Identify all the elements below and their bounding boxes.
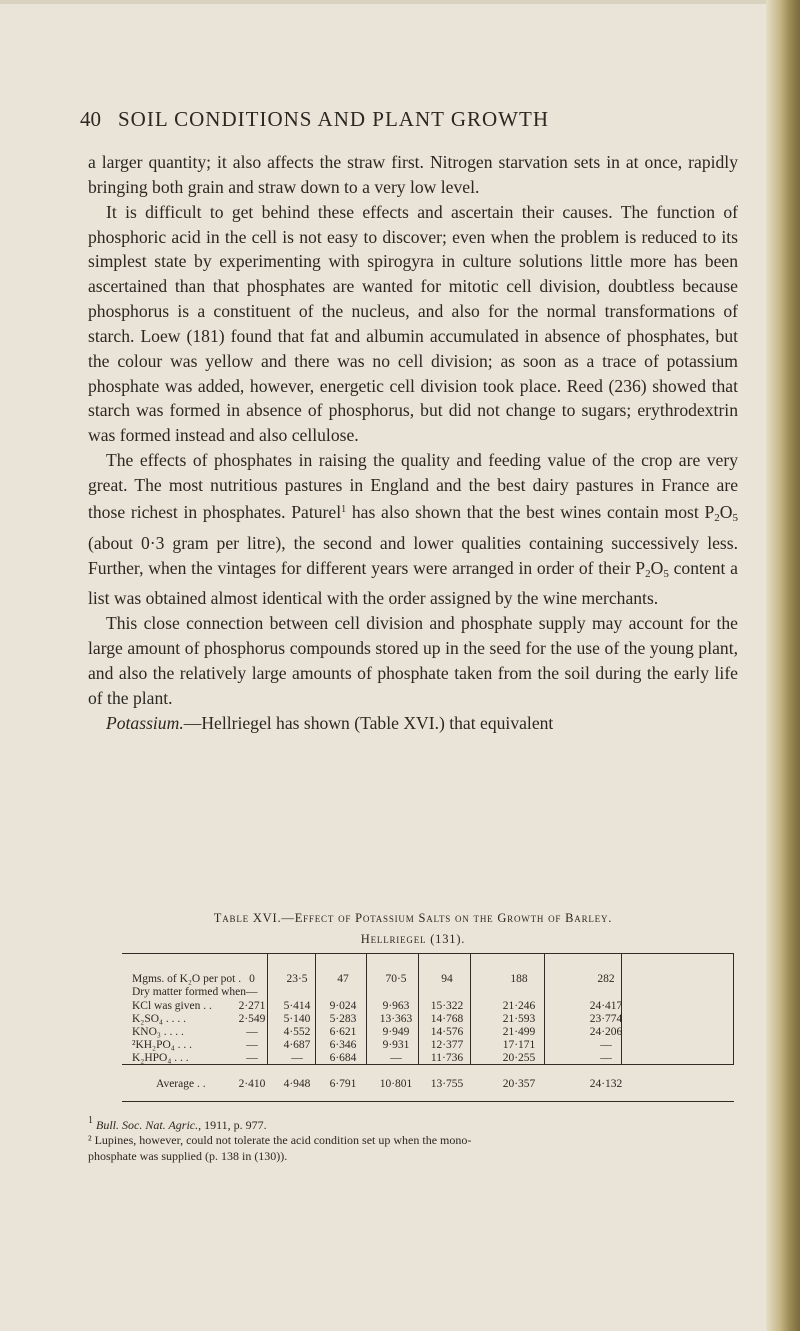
cell-value: — xyxy=(390,1052,402,1064)
cell-value: 14·576 xyxy=(430,1026,464,1038)
header-value: 282 xyxy=(597,973,615,985)
cell-value: 5·414 xyxy=(283,1000,311,1012)
cell-value: 20·255 xyxy=(502,1052,536,1064)
cell-value: 14·768 xyxy=(430,1013,464,1025)
cell-value: 21·593 xyxy=(502,1013,536,1025)
average-value: 2·410 xyxy=(238,1078,266,1090)
running-header xyxy=(80,107,760,137)
cell-value: 2·549 xyxy=(238,1013,266,1025)
table-top-rule xyxy=(122,953,734,954)
page-spine-edge xyxy=(766,0,800,1331)
cell-value: — xyxy=(246,1052,258,1064)
average-value: 4·948 xyxy=(283,1078,311,1090)
row-label: K₂SO₄ . . . . xyxy=(132,1013,187,1025)
cell-value: — xyxy=(600,1052,612,1064)
table-source: Hellriegel (131). xyxy=(360,932,466,946)
row-label: K₂HPO₄ . . . xyxy=(132,1052,189,1064)
paragraph-1: a larger quantity; it also affects the straw first. Nitrogen starvation sets in at once, rapidly bringing both grain and straw down to a very low level. xyxy=(88,152,738,197)
row-label: KCl was given . . xyxy=(132,1000,212,1012)
cell-value: 9·931 xyxy=(382,1039,410,1051)
header-value: 0 xyxy=(249,973,255,985)
cell-value: 23·774 xyxy=(589,1013,623,1025)
header-value: 23·5 xyxy=(286,973,308,985)
header-value: 94 xyxy=(441,973,453,985)
cell-value: — xyxy=(291,1052,303,1064)
cell-value: — xyxy=(600,1039,612,1051)
average-value: 6·791 xyxy=(329,1078,357,1090)
average-value: 13·755 xyxy=(430,1078,464,1090)
cell-value: 6·621 xyxy=(329,1026,357,1038)
cell-value: 5·283 xyxy=(329,1013,357,1025)
page-top-edge xyxy=(0,0,770,4)
header-value: 47 xyxy=(337,973,349,985)
cell-value: 21·246 xyxy=(502,1000,536,1012)
cell-value: 13·363 xyxy=(379,1013,413,1025)
cell-value: 9·963 xyxy=(382,1000,410,1012)
cell-value: 6·684 xyxy=(329,1052,357,1064)
paragraph-4: This close connection between cell division and phosphate supply may account for the large amount of phosphorus compounds stored up in the seed for the use of the young plant, and also the relatively large amounts of phosphate taken from the soil during the early life of the plant. xyxy=(88,613,738,708)
section-heading-potassium: Potassium. xyxy=(106,712,184,733)
cell-value: — xyxy=(246,1026,258,1038)
page-number: 40 xyxy=(80,107,101,131)
footnote-source: Bull. Soc. Nat. Agric. xyxy=(96,1118,199,1132)
paragraph-3: The effects of phosphates in raising the quality and feeding value of the crop are very great. The most nutritious pastures in England and the best dairy pastures in France are those richest in phosphates. Paturel$^1$ has also shown that the best wines contain most $P_2O_5$ (about 0·3 gram per litre), the second and lower qualities containing successively less. Further, when the vintages for different years were arranged in order of their $P_2O_5$ content a list was obtained almost identical with the order assigned by the wine merchants. xyxy=(88,450,738,609)
table-subheader: Dry matter formed when— xyxy=(132,986,258,998)
footnote-ref-1: 1 xyxy=(341,503,347,515)
cell-value: 4·687 xyxy=(283,1039,311,1051)
cell-value: 11·736 xyxy=(430,1052,464,1064)
paragraph-2: It is difficult to get behind these effects and ascertain their causes. The function of phosphoric acid in the cell is not easy to discover; even when the problem is reduced to its simplest state by experimenting with spirogyra in culture solutions little more has been ascertained than that phosphates are wanted for mitotic cell division, doubtless because phosphorus is a constituent of the nucleus, and also for the normal transformations of starch. Loew (181) found that fat and albumin accumulated in absence of phosphates, but the colour was yellow and there was no cell division; as soon as a trace of potassium phosphate was added, however, energetic cell division took place. Reed (236) showed that starch was formed in absence of phosphorus, but did not change to sugars; erythrodextrin was formed instead and also cellulose. xyxy=(88,201,738,446)
cell-value: 2·271 xyxy=(238,1000,266,1012)
cell-value: 9·024 xyxy=(329,1000,357,1012)
footnote-1: $^1$ Bull. Soc. Nat. Agric., 1911, p. 977. xyxy=(88,1115,267,1132)
cell-value: 9·949 xyxy=(382,1026,410,1038)
cell-value: 21·499 xyxy=(502,1026,536,1038)
cell-value: 24·417 xyxy=(589,1000,623,1012)
average-value: 20·357 xyxy=(502,1078,536,1090)
body-text xyxy=(88,150,738,735)
running-title: SOIL CONDITIONS AND PLANT GROWTH xyxy=(118,107,549,131)
table-end-rule xyxy=(122,1101,734,1102)
cell-value: 12·377 xyxy=(430,1039,464,1051)
cell-value: 4·552 xyxy=(283,1026,311,1038)
average-label: Average . . xyxy=(156,1078,206,1090)
cell-value: 15·322 xyxy=(430,1000,464,1012)
cell-value: 6·346 xyxy=(329,1039,357,1051)
row-label: KNO₃ . . . . xyxy=(132,1026,184,1038)
cell-value: 5·140 xyxy=(283,1013,311,1025)
table-header-label: Mgms. of K₂O per pot . xyxy=(132,973,242,985)
table-right-border xyxy=(733,953,734,1064)
header-value: 70·5 xyxy=(385,973,407,985)
row-label: ²KH₂PO₄ . . . xyxy=(132,1039,193,1051)
footnote-2: ² Lupines, however, could not tolerate the acid condition set up when the mono- phosphate was supplied (p. 138 in (130)). xyxy=(88,1133,472,1163)
header-value: 188 xyxy=(510,973,528,985)
average-value: 10·801 xyxy=(379,1078,413,1090)
cell-value: — xyxy=(246,1039,258,1051)
cell-value: 24·206 xyxy=(589,1026,623,1038)
paragraph-5: Potassium.—Hellriegel has shown (Table XVI.) that equivalent xyxy=(106,712,554,733)
average-value: 24·132 xyxy=(589,1078,623,1090)
table-caption xyxy=(88,908,738,950)
cell-value: 17·171 xyxy=(502,1039,536,1051)
table-title: Table XVI.—Effect of Potassium Salts on the Growth of Barley. xyxy=(213,911,613,925)
